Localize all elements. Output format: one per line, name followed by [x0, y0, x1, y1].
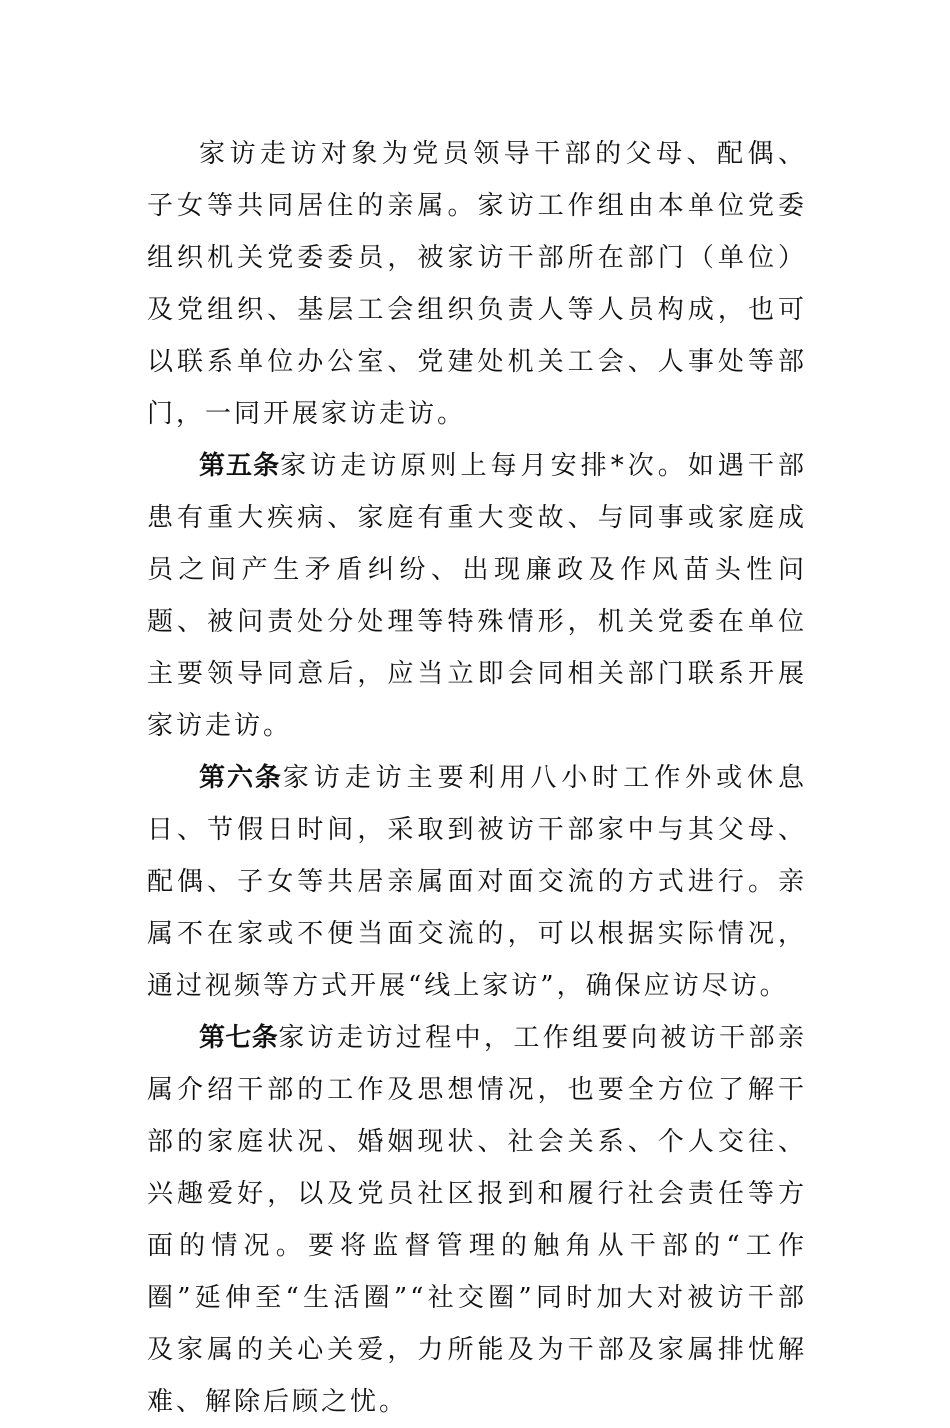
- paragraph-family-visit-scope: [147, 128, 807, 440]
- paragraph-article-5: [147, 440, 807, 752]
- paragraph-text: 家访走访过程中，工作组要向被访干部亲属介绍干部的工作及思想情况，也要全方位了解干部的家庭状况、婚姻现状、社会关系、个人交往、兴趣爱好，以及党员社区报到和履行社会责任等方面的情况。要将监督管理的触角从干部的“工作圈”延伸至“生活圈”“社交圈”同时加大对被访干部及家属的关心关爱，力所能及为干部及家属排忧解难、解除后顾之忧。: [147, 1023, 807, 1417]
- document-body: [147, 128, 807, 1428]
- paragraph-text: 家访走访主要利用八小时工作外或休息日、节假日时间，采取到被访干部家中与其父母、配偶、子女等共居亲属面对面交流的方式进行。亲属不在家或不便当面交流的，可以根据实际情况，通过视频等方式开展“线上家访”，确保应访尽访。: [147, 763, 807, 1001]
- paragraph-text: 家访走访原则上每月安排*次。如遇干部患有重大疾病、家庭有重大变故、与同事或家庭成员之间产生矛盾纠纷、出现廉政及作风苗头性问题、被问责处分处理等特殊情形，机关党委在单位主要领导同意后，应当立即会同相关部门联系开展家访走访。: [147, 451, 807, 741]
- paragraph-article-6: [147, 752, 807, 1012]
- article-heading: 第六条: [199, 763, 283, 793]
- article-heading: 第七条: [199, 1023, 279, 1053]
- paragraph-text: 家访走访对象为党员领导干部的父母、配偶、子女等共同居住的亲属。家访工作组由本单位党委组织机关党委委员，被家访干部所在部门（单位）及党组织、基层工会组织负责人等人员构成，也可以联系单位办公室、党建处机关工会、人事处等部门，一同开展家访走访。: [147, 139, 807, 429]
- paragraph-article-7: [147, 1012, 807, 1428]
- article-heading: 第五条: [199, 451, 281, 481]
